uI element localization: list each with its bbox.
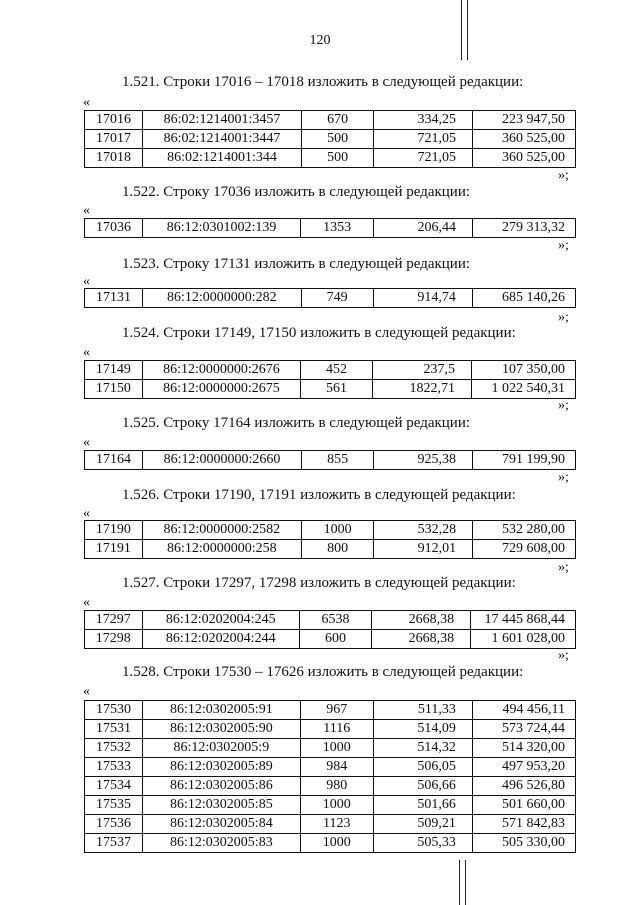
table-row xyxy=(85,834,576,853)
open-quote: « xyxy=(83,274,90,289)
table-cell: 6538 xyxy=(299,611,371,630)
table-cell: 206,44 xyxy=(374,219,473,238)
table-cell: 17016 xyxy=(85,111,143,130)
table-cell: 2668,38 xyxy=(372,611,471,630)
table-cell: 1123 xyxy=(300,815,373,834)
table-cell: 925,38 xyxy=(374,451,473,470)
table-cell: 86:12:0302005:90 xyxy=(143,720,301,739)
table-cell: 791 199,90 xyxy=(473,451,576,470)
table-cell: 967 xyxy=(300,701,373,720)
section-heading: 1.528. Строки 17530 – 17626 изложить в следующей редакции: xyxy=(122,664,524,680)
close-quote: »; xyxy=(558,168,569,183)
table-row xyxy=(85,289,576,308)
table-cell: 17530 xyxy=(85,701,143,720)
table-cell: 501,66 xyxy=(373,796,472,815)
table-cell: 2668,38 xyxy=(372,630,471,649)
table-cell: 514,09 xyxy=(373,720,472,739)
table-cell: 86:12:0000000:2676 xyxy=(142,361,301,380)
table-row xyxy=(85,451,576,470)
table-cell: 17297 xyxy=(85,611,143,630)
table-cell: 86:02:1214001:3447 xyxy=(142,130,301,149)
open-quote: « xyxy=(83,435,90,450)
table-cell: 721,05 xyxy=(374,149,473,168)
table-cell: 86:12:0000000:258 xyxy=(142,540,301,559)
data-table xyxy=(84,610,576,649)
open-quote: « xyxy=(83,595,90,610)
table-cell: 729 608,00 xyxy=(473,540,576,559)
table-cell: 532 280,00 xyxy=(473,521,576,540)
table-cell: 86:12:0302005:86 xyxy=(143,777,301,796)
section-heading: 1.525. Строку 17164 изложить в следующей редакции: xyxy=(122,415,471,431)
data-table xyxy=(84,700,576,853)
table-cell: 17149 xyxy=(85,361,143,380)
table-cell: 500 xyxy=(302,149,374,168)
table-cell: 17 445 868,44 xyxy=(471,611,576,630)
table-cell: 17534 xyxy=(85,777,143,796)
table-cell: 86:12:0302005:9 xyxy=(143,739,301,758)
section-heading: 1.523. Строку 17131 изложить в следующей редакции: xyxy=(122,256,471,272)
section-heading: 1.522. Строку 17036 изложить в следующей редакции: xyxy=(122,184,471,200)
table-row xyxy=(85,380,576,399)
table-row xyxy=(85,796,576,815)
section-heading: 1.527. Строки 17297, 17298 изложить в следующей редакции: xyxy=(122,575,516,591)
close-quote: »; xyxy=(558,398,569,413)
data-table xyxy=(84,110,576,168)
table-cell: 505 330,00 xyxy=(472,834,575,853)
table-cell: 17298 xyxy=(85,630,143,649)
table-cell: 17536 xyxy=(85,815,143,834)
table-row xyxy=(85,111,576,130)
table-cell: 501 660,00 xyxy=(472,796,575,815)
section-heading: 1.526. Строки 17190, 17191 изложить в следующей редакции: xyxy=(122,487,516,503)
open-quote: « xyxy=(83,506,90,521)
table-cell: 511,33 xyxy=(373,701,472,720)
table-cell: 509,21 xyxy=(373,815,472,834)
table-cell: 86:12:0302005:83 xyxy=(143,834,301,853)
table-cell: 1353 xyxy=(301,219,374,238)
scan-artifact-line xyxy=(465,860,466,905)
table-row xyxy=(85,630,576,649)
table-cell: 514 320,00 xyxy=(472,739,575,758)
section-heading: 1.521. Строки 17016 – 17018 изложить в следующей редакции: xyxy=(122,74,524,90)
table-row xyxy=(85,720,576,739)
table-cell: 496 526,80 xyxy=(472,777,575,796)
table-cell: 571 842,83 xyxy=(472,815,575,834)
table-cell: 452 xyxy=(301,361,372,380)
table-cell: 334,25 xyxy=(374,111,473,130)
close-quote: »; xyxy=(558,470,569,485)
table-row xyxy=(85,701,576,720)
open-quote: « xyxy=(83,95,90,110)
data-table xyxy=(84,288,576,308)
open-quote: « xyxy=(83,203,90,218)
table-cell: 86:12:0202004:244 xyxy=(142,630,299,649)
table-cell: 1000 xyxy=(300,739,373,758)
table-cell: 506,05 xyxy=(373,758,472,777)
table-cell: 561 xyxy=(301,380,372,399)
table-cell: 914,74 xyxy=(373,289,472,308)
table-row xyxy=(85,611,576,630)
table-row xyxy=(85,361,576,380)
table-cell: 17537 xyxy=(85,834,143,853)
table-cell: 17532 xyxy=(85,739,143,758)
table-cell: 17036 xyxy=(85,219,143,238)
table-cell: 360 525,00 xyxy=(473,149,576,168)
table-cell: 1000 xyxy=(300,834,373,853)
table-cell: 17150 xyxy=(85,380,143,399)
table-cell: 1000 xyxy=(301,521,374,540)
table-cell: 494 456,11 xyxy=(472,701,575,720)
table-cell: 17131 xyxy=(85,289,143,308)
table-cell: 1822,71 xyxy=(372,380,471,399)
table-cell: 86:02:1214001:3457 xyxy=(142,111,301,130)
table-cell: 505,33 xyxy=(373,834,472,853)
table-cell: 17535 xyxy=(85,796,143,815)
data-table xyxy=(84,520,576,559)
open-quote: « xyxy=(83,684,90,699)
table-cell: 86:02:1214001:344 xyxy=(142,149,301,168)
table-cell: 86:12:0301002:139 xyxy=(142,219,300,238)
table-cell: 86:12:0000000:282 xyxy=(143,289,302,308)
page-number: 120 xyxy=(309,33,331,48)
table-row xyxy=(85,521,576,540)
table-cell: 1 601 028,00 xyxy=(471,630,576,649)
table-cell: 17018 xyxy=(85,149,143,168)
table-cell: 685 140,26 xyxy=(472,289,575,308)
table-row xyxy=(85,540,576,559)
table-row xyxy=(85,758,576,777)
table-cell: 912,01 xyxy=(374,540,473,559)
table-cell: 17190 xyxy=(85,521,143,540)
close-quote: »; xyxy=(558,560,569,575)
table-cell: 86:12:0000000:2660 xyxy=(142,451,301,470)
table-cell: 86:12:0302005:84 xyxy=(143,815,301,834)
table-cell: 86:12:0302005:89 xyxy=(143,758,301,777)
table-cell: 86:12:0000000:2582 xyxy=(142,521,301,540)
table-cell: 86:12:0202004:245 xyxy=(142,611,299,630)
table-cell: 600 xyxy=(299,630,371,649)
table-cell: 86:12:0000000:2675 xyxy=(142,380,301,399)
table-cell: 17531 xyxy=(85,720,143,739)
table-cell: 223 947,50 xyxy=(473,111,576,130)
table-row xyxy=(85,815,576,834)
table-cell: 514,32 xyxy=(373,739,472,758)
table-cell: 17017 xyxy=(85,130,143,149)
open-quote: « xyxy=(83,345,90,360)
table-row xyxy=(85,777,576,796)
table-cell: 721,05 xyxy=(374,130,473,149)
table-row xyxy=(85,130,576,149)
table-cell: 980 xyxy=(300,777,373,796)
table-cell: 279 313,32 xyxy=(473,219,576,238)
scan-artifact-line xyxy=(467,0,468,60)
table-cell: 984 xyxy=(300,758,373,777)
table-cell: 237,5 xyxy=(372,361,471,380)
table-cell: 17164 xyxy=(85,451,143,470)
table-cell: 573 724,44 xyxy=(472,720,575,739)
table-cell: 506,66 xyxy=(373,777,472,796)
table-cell: 800 xyxy=(301,540,374,559)
table-cell: 17191 xyxy=(85,540,143,559)
table-cell: 1 022 540,31 xyxy=(471,380,575,399)
table-cell: 1000 xyxy=(300,796,373,815)
scan-artifact-line xyxy=(461,0,462,60)
table-cell: 360 525,00 xyxy=(473,130,576,149)
close-quote: »; xyxy=(558,648,569,663)
table-cell: 500 xyxy=(302,130,374,149)
table-cell: 749 xyxy=(301,289,373,308)
table-cell: 107 350,00 xyxy=(471,361,575,380)
data-table xyxy=(84,450,576,470)
scan-artifact-line xyxy=(459,860,460,905)
section-heading: 1.524. Строки 17149, 17150 изложить в следующей редакции: xyxy=(122,325,516,341)
table-cell: 86:12:0302005:85 xyxy=(143,796,301,815)
table-row xyxy=(85,149,576,168)
table-cell: 670 xyxy=(302,111,374,130)
table-row xyxy=(85,219,576,238)
table-cell: 532,28 xyxy=(374,521,473,540)
table-row xyxy=(85,739,576,758)
table-cell: 17533 xyxy=(85,758,143,777)
data-table xyxy=(84,218,576,238)
close-quote: »; xyxy=(558,238,569,253)
table-cell: 855 xyxy=(302,451,374,470)
table-cell: 86:12:0302005:91 xyxy=(143,701,301,720)
table-cell: 1116 xyxy=(300,720,373,739)
table-cell: 497 953,20 xyxy=(472,758,575,777)
close-quote: »; xyxy=(558,310,569,325)
data-table xyxy=(84,360,576,399)
